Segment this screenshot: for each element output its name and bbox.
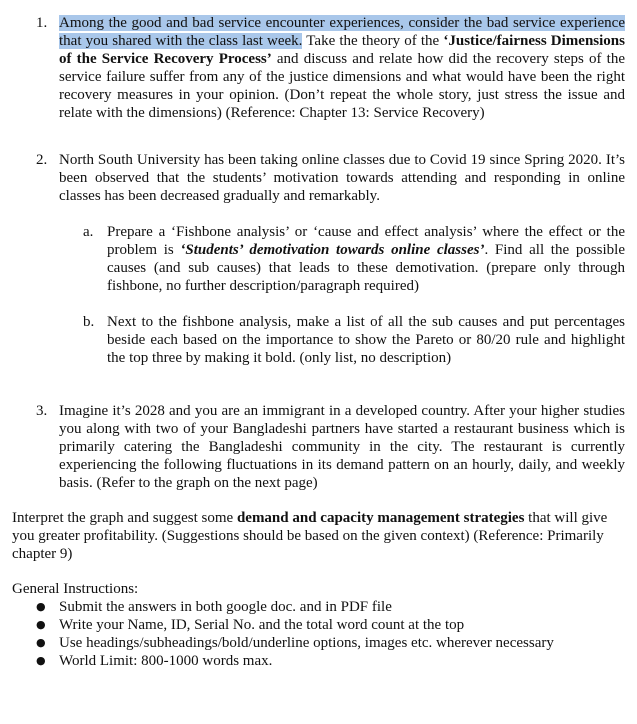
bullet-icon: ● — [36, 636, 46, 649]
bullet-icon: ● — [36, 618, 46, 631]
question-2a-text-part1: Prepare a ‘Fishbone analysis’ or ‘cause and effect analysis’ where the effect or the problem is — [107, 224, 625, 258]
interpret-text-part1: Interpret the graph and suggest some — [12, 510, 237, 526]
question-1-text-part1: Take the theory of the — [302, 33, 444, 49]
question-1-bold-theory: ‘Justice/fairness Dimensions of the Service Recovery Process’ — [59, 33, 625, 67]
question-2-text: North South University has been taking online classes due to Covid 19 since Spring 2020. It’s been observed that the students’ motivation towards attending and responding in online classes has been decreased gradually and remarkably. — [59, 152, 625, 204]
question-1-number: 1. — [36, 15, 48, 31]
question-2b-text: Next to the fishbone analysis, make a list of all the sub causes and put percentages beside each based on the importance to show the Pareto or 80/20 rule and highlight the top three by making it bold. (only list, no description) — [107, 314, 625, 366]
list-item-text: World Limit: 800-1000 words max. — [59, 653, 273, 669]
question-1-highlighted-text[interactable]: Among the good and bad service encounter experiences, consider the bad service experience that you shared with the class last week. — [59, 15, 625, 49]
question-2a-text-part2: . Find all the possible causes (and sub causes) that leads to these demotivation. (prepare only through fishbone, no further description/paragraph required) — [107, 242, 625, 294]
interpret-text-part2: that will give you greater profitability. (Suggestions should be based on the given context) (Reference: Primarily chapter 9) — [12, 510, 608, 562]
list-item — [0, 598, 637, 616]
question-2b-number: b. — [83, 314, 95, 330]
list-item-text: Write your Name, ID, Serial No. and the total word count at the top — [59, 617, 465, 633]
list-item-text: Use headings/subheadings/bold/underline options, images etc. wherever necessary — [59, 635, 554, 651]
list-item — [0, 652, 637, 670]
question-2-number: 2. — [36, 152, 48, 168]
bullet-icon: ● — [36, 600, 46, 613]
question-1-text-part2: and discuss and relate how did the recovery steps of the service failure suffer from any of the justice dimensions and what would have been the right recovery measures in your opinion. (Don’t repeat the whole story, just stress the issue and relate with the dimensions) (Reference: Chapter 13: Service Recovery) — [59, 51, 625, 121]
interpret-bold-strategies: demand and capacity management strategies — [236, 510, 525, 526]
question-2a-text — [107, 223, 625, 295]
general-instructions-heading: General Instructions: — [12, 581, 139, 597]
interpret-paragraph — [12, 509, 612, 563]
question-3-text: Imagine it’s 2028 and you are an immigrant in a developed country. After your higher studies you along with two of your Bangladeshi partners have started a restaurant business which is primarily catering the Bangladeshi community in the city. The restaurant is currently experiencing the following fluctuations in its demand pattern on an hourly, daily, and weekly basis. (Refer to the graph on the next page) — [59, 403, 625, 491]
bullet-icon: ● — [36, 654, 46, 667]
list-item-text: Submit the answers in both google doc. and in PDF file — [59, 599, 392, 615]
question-2a-number: a. — [83, 224, 94, 240]
question-3-number: 3. — [36, 403, 48, 419]
list-item — [0, 634, 637, 652]
question-2a-problem-statement: ‘Students’ demotivation towards online classes’ — [180, 242, 485, 258]
question-1-text — [59, 14, 625, 122]
list-item — [0, 616, 637, 634]
